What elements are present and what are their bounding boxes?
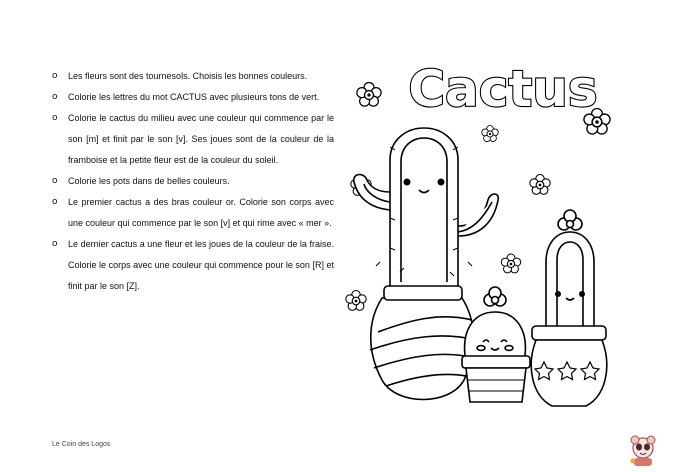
cactus-flower-icon xyxy=(558,210,582,230)
mascot-logo-icon xyxy=(626,434,660,468)
small-flower-icon xyxy=(484,287,506,306)
instruction-item: o Colorie le cactus du milieu avec une couleur qui commence par le son [m] et finit par le son [v]. Ses joues sont de la couleur de la framboise et la petite fleur est de la couleur du soleil. xyxy=(52,108,334,171)
small-cactus xyxy=(465,287,526,362)
sunflower-icon xyxy=(346,291,366,311)
cactus-title: Cactus xyxy=(408,60,598,118)
right-cactus xyxy=(546,210,594,330)
instruction-list xyxy=(52,66,334,297)
sunflower-icon xyxy=(482,126,498,142)
instruction-item: o Le dernier cactus a une fleur et les joues de la couleur de la fraise. Colorie le corps avec une couleur qui commence pour le son [R] et finit par le son [Z]. xyxy=(52,234,334,297)
instruction-item: o Colorie les pots dans de belles couleurs. xyxy=(52,171,334,192)
cactus-coloring-illustration xyxy=(340,50,640,415)
tall-cactus xyxy=(354,128,499,288)
sunflower-icon xyxy=(530,175,550,195)
instruction-item: o Le premier cactus a des bras couleur or. Colorie son corps avec une couleur qui commence par le son [v] et qui rime avec « mer ». xyxy=(52,192,334,234)
sunflower-icon xyxy=(357,83,381,107)
basket-pot xyxy=(462,356,530,402)
instruction-item: o Colorie les lettres du mot CACTUS avec plusieurs tons de vert. xyxy=(52,87,334,108)
footer-credit: Le Coin des Logos xyxy=(52,441,111,448)
star-pot xyxy=(531,326,607,406)
sunflower-icon xyxy=(501,254,520,273)
instruction-item: o Les fleurs sont des tournesols. Choisis les bonnes couleurs. xyxy=(52,66,334,87)
round-pot xyxy=(370,286,476,400)
